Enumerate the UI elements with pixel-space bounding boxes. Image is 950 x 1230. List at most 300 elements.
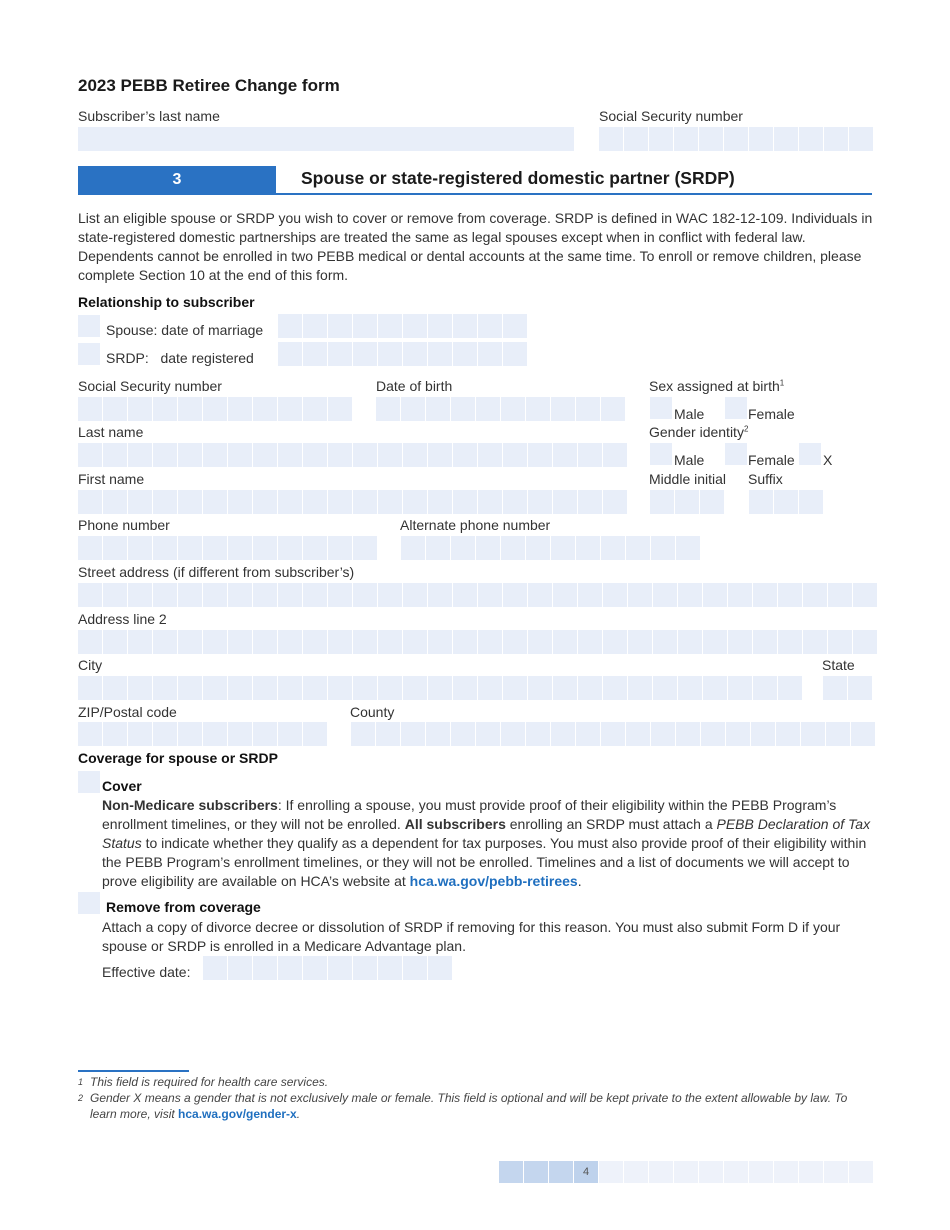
char-box[interactable] bbox=[128, 583, 152, 607]
char-box[interactable] bbox=[103, 583, 127, 607]
char-box[interactable] bbox=[476, 722, 500, 746]
char-box[interactable] bbox=[78, 490, 102, 514]
char-box[interactable] bbox=[253, 490, 277, 514]
char-box[interactable] bbox=[453, 314, 477, 338]
char-box[interactable] bbox=[328, 342, 352, 366]
char-box[interactable] bbox=[626, 722, 650, 746]
char-box[interactable] bbox=[653, 676, 677, 700]
char-box[interactable] bbox=[401, 722, 425, 746]
char-box[interactable] bbox=[501, 722, 525, 746]
char-box[interactable] bbox=[428, 490, 452, 514]
char-box[interactable] bbox=[353, 490, 377, 514]
char-box[interactable] bbox=[853, 583, 877, 607]
char-box[interactable] bbox=[253, 956, 277, 980]
char-box[interactable] bbox=[426, 536, 450, 560]
char-box[interactable] bbox=[178, 536, 202, 560]
char-box[interactable] bbox=[153, 536, 177, 560]
char-box[interactable] bbox=[178, 583, 202, 607]
char-box[interactable] bbox=[626, 536, 650, 560]
char-box[interactable] bbox=[253, 583, 277, 607]
gender-x-link[interactable]: hca.wa.gov/gender-x bbox=[178, 1107, 297, 1121]
char-box[interactable] bbox=[749, 127, 773, 151]
char-box[interactable] bbox=[674, 127, 698, 151]
char-box[interactable] bbox=[803, 630, 827, 654]
char-box[interactable] bbox=[649, 127, 673, 151]
char-box[interactable] bbox=[178, 630, 202, 654]
char-box[interactable] bbox=[451, 536, 475, 560]
char-box[interactable] bbox=[426, 397, 450, 421]
char-box[interactable] bbox=[378, 490, 402, 514]
char-box[interactable] bbox=[78, 443, 102, 467]
char-box[interactable] bbox=[478, 583, 502, 607]
char-box[interactable] bbox=[599, 127, 623, 151]
char-box[interactable] bbox=[653, 630, 677, 654]
char-box[interactable] bbox=[203, 536, 227, 560]
char-box[interactable] bbox=[228, 397, 252, 421]
char-box[interactable] bbox=[628, 630, 652, 654]
char-box[interactable] bbox=[751, 722, 775, 746]
char-box[interactable] bbox=[576, 397, 600, 421]
char-box[interactable] bbox=[503, 443, 527, 467]
char-box[interactable] bbox=[303, 314, 327, 338]
char-box[interactable] bbox=[303, 583, 327, 607]
char-box[interactable] bbox=[528, 583, 552, 607]
char-box[interactable] bbox=[303, 443, 327, 467]
char-box[interactable] bbox=[353, 583, 377, 607]
city-field[interactable] bbox=[78, 676, 802, 700]
char-box[interactable] bbox=[853, 630, 877, 654]
char-box[interactable] bbox=[553, 490, 577, 514]
subscriber-last-name-field[interactable] bbox=[78, 127, 574, 151]
char-box[interactable] bbox=[426, 722, 450, 746]
char-box[interactable] bbox=[778, 676, 802, 700]
char-box[interactable] bbox=[503, 630, 527, 654]
char-box[interactable] bbox=[228, 956, 252, 980]
char-box[interactable] bbox=[128, 722, 152, 746]
char-box[interactable] bbox=[526, 397, 550, 421]
char-box[interactable] bbox=[799, 490, 823, 514]
ssn-field[interactable] bbox=[78, 397, 352, 421]
char-box[interactable] bbox=[278, 490, 302, 514]
char-box[interactable] bbox=[628, 583, 652, 607]
char-box[interactable] bbox=[353, 536, 377, 560]
dob-field[interactable] bbox=[376, 397, 625, 421]
char-box[interactable] bbox=[749, 490, 773, 514]
char-box[interactable] bbox=[253, 722, 277, 746]
char-box[interactable] bbox=[328, 630, 352, 654]
char-box[interactable] bbox=[428, 583, 452, 607]
char-box[interactable] bbox=[476, 397, 500, 421]
char-box[interactable] bbox=[228, 676, 252, 700]
char-box[interactable] bbox=[753, 676, 777, 700]
char-box[interactable] bbox=[228, 583, 252, 607]
char-box[interactable] bbox=[376, 397, 400, 421]
char-box[interactable] bbox=[678, 630, 702, 654]
char-box[interactable] bbox=[203, 956, 227, 980]
char-box[interactable] bbox=[578, 630, 602, 654]
char-box[interactable] bbox=[603, 676, 627, 700]
remove-checkbox[interactable] bbox=[78, 892, 100, 914]
char-box[interactable] bbox=[278, 397, 302, 421]
char-box[interactable] bbox=[553, 443, 577, 467]
gender-x-checkbox[interactable] bbox=[799, 443, 821, 465]
char-box[interactable] bbox=[228, 490, 252, 514]
char-box[interactable] bbox=[203, 676, 227, 700]
char-box[interactable] bbox=[453, 676, 477, 700]
char-box[interactable] bbox=[278, 342, 302, 366]
char-box[interactable] bbox=[278, 722, 302, 746]
char-box[interactable] bbox=[778, 583, 802, 607]
char-box[interactable] bbox=[551, 536, 575, 560]
char-box[interactable] bbox=[478, 676, 502, 700]
char-box[interactable] bbox=[428, 443, 452, 467]
char-box[interactable] bbox=[228, 536, 252, 560]
char-box[interactable] bbox=[128, 676, 152, 700]
char-box[interactable] bbox=[624, 127, 648, 151]
char-box[interactable] bbox=[278, 676, 302, 700]
char-box[interactable] bbox=[328, 583, 352, 607]
char-box[interactable] bbox=[153, 676, 177, 700]
char-box[interactable] bbox=[428, 314, 452, 338]
marriage-date-field[interactable] bbox=[278, 314, 527, 338]
char-box[interactable] bbox=[328, 536, 352, 560]
char-box[interactable] bbox=[78, 536, 102, 560]
char-box[interactable] bbox=[403, 676, 427, 700]
char-box[interactable] bbox=[303, 397, 327, 421]
char-box[interactable] bbox=[603, 583, 627, 607]
char-box[interactable] bbox=[278, 536, 302, 560]
char-box[interactable] bbox=[128, 397, 152, 421]
char-box[interactable] bbox=[328, 443, 352, 467]
char-box[interactable] bbox=[103, 490, 127, 514]
char-box[interactable] bbox=[153, 397, 177, 421]
char-box[interactable] bbox=[653, 583, 677, 607]
char-box[interactable] bbox=[178, 676, 202, 700]
subscriber-ssn-field[interactable] bbox=[599, 127, 873, 151]
char-box[interactable] bbox=[378, 314, 402, 338]
zip-field[interactable] bbox=[78, 722, 327, 746]
char-box[interactable] bbox=[328, 676, 352, 700]
char-box[interactable] bbox=[303, 956, 327, 980]
char-box[interactable] bbox=[278, 956, 302, 980]
char-box[interactable] bbox=[728, 583, 752, 607]
char-box[interactable] bbox=[253, 630, 277, 654]
char-box[interactable] bbox=[328, 397, 352, 421]
srdp-checkbox[interactable] bbox=[78, 343, 100, 365]
char-box[interactable] bbox=[253, 443, 277, 467]
char-box[interactable] bbox=[228, 443, 252, 467]
char-box[interactable] bbox=[453, 342, 477, 366]
char-box[interactable] bbox=[178, 443, 202, 467]
footnote-1-marker: 1 bbox=[78, 1077, 84, 1087]
char-box[interactable] bbox=[328, 956, 352, 980]
char-box[interactable] bbox=[278, 583, 302, 607]
char-box[interactable] bbox=[376, 722, 400, 746]
page-strip-cell bbox=[774, 1161, 798, 1183]
char-box[interactable] bbox=[774, 490, 798, 514]
char-box[interactable] bbox=[253, 676, 277, 700]
char-box[interactable] bbox=[303, 342, 327, 366]
state-field[interactable] bbox=[823, 676, 872, 700]
char-box[interactable] bbox=[828, 583, 852, 607]
cover-checkbox[interactable] bbox=[78, 771, 100, 793]
char-box[interactable] bbox=[528, 630, 552, 654]
last-name-field[interactable] bbox=[78, 443, 627, 467]
char-box[interactable] bbox=[403, 956, 427, 980]
char-box[interactable] bbox=[675, 490, 699, 514]
char-box[interactable] bbox=[753, 630, 777, 654]
char-box[interactable] bbox=[703, 630, 727, 654]
char-box[interactable] bbox=[451, 397, 475, 421]
char-box[interactable] bbox=[328, 314, 352, 338]
char-box[interactable] bbox=[553, 676, 577, 700]
char-box[interactable] bbox=[603, 443, 627, 467]
char-box[interactable] bbox=[403, 314, 427, 338]
char-box[interactable] bbox=[378, 630, 402, 654]
char-box[interactable] bbox=[774, 127, 798, 151]
char-box[interactable] bbox=[178, 722, 202, 746]
char-box[interactable] bbox=[401, 397, 425, 421]
char-box[interactable] bbox=[353, 676, 377, 700]
char-box[interactable] bbox=[103, 536, 127, 560]
char-box[interactable] bbox=[303, 722, 327, 746]
char-box[interactable] bbox=[403, 443, 427, 467]
char-box[interactable] bbox=[103, 676, 127, 700]
char-box[interactable] bbox=[476, 536, 500, 560]
suffix-field[interactable] bbox=[749, 490, 823, 514]
char-box[interactable] bbox=[848, 676, 872, 700]
char-box[interactable] bbox=[578, 443, 602, 467]
char-box[interactable] bbox=[776, 722, 800, 746]
char-box[interactable] bbox=[676, 536, 700, 560]
char-box[interactable] bbox=[303, 630, 327, 654]
char-box[interactable] bbox=[403, 583, 427, 607]
char-box[interactable] bbox=[278, 314, 302, 338]
char-box[interactable] bbox=[678, 676, 702, 700]
char-box[interactable] bbox=[153, 490, 177, 514]
char-box[interactable] bbox=[228, 630, 252, 654]
char-box[interactable] bbox=[78, 630, 102, 654]
dob-label: Date of birth bbox=[376, 378, 453, 394]
char-box[interactable] bbox=[824, 127, 848, 151]
char-box[interactable] bbox=[578, 490, 602, 514]
char-box[interactable] bbox=[78, 397, 102, 421]
char-box[interactable] bbox=[478, 630, 502, 654]
pebb-retirees-link[interactable]: hca.wa.gov/pebb-retirees bbox=[409, 873, 578, 889]
char-box[interactable] bbox=[428, 956, 452, 980]
gender-female-checkbox[interactable] bbox=[725, 443, 747, 465]
char-box[interactable] bbox=[503, 583, 527, 607]
char-box[interactable] bbox=[528, 443, 552, 467]
char-box[interactable] bbox=[128, 490, 152, 514]
sex-female-checkbox[interactable] bbox=[725, 397, 747, 419]
section-title: Spouse or state-registered domestic partner (SRDP) bbox=[301, 168, 735, 188]
spouse-checkbox[interactable] bbox=[78, 315, 100, 337]
char-box[interactable] bbox=[403, 630, 427, 654]
char-box[interactable] bbox=[351, 722, 375, 746]
char-box[interactable] bbox=[378, 342, 402, 366]
char-box[interactable] bbox=[601, 536, 625, 560]
char-box[interactable] bbox=[578, 676, 602, 700]
char-box[interactable] bbox=[503, 676, 527, 700]
char-box[interactable] bbox=[128, 536, 152, 560]
char-box[interactable] bbox=[701, 722, 725, 746]
char-box[interactable] bbox=[501, 397, 525, 421]
char-box[interactable] bbox=[651, 536, 675, 560]
char-box[interactable] bbox=[178, 490, 202, 514]
char-box[interactable] bbox=[278, 630, 302, 654]
char-box[interactable] bbox=[128, 443, 152, 467]
char-box[interactable] bbox=[503, 314, 527, 338]
last-name-label: Last name bbox=[78, 424, 144, 440]
char-box[interactable] bbox=[403, 342, 427, 366]
char-box[interactable] bbox=[551, 722, 575, 746]
char-box[interactable] bbox=[478, 342, 502, 366]
char-box[interactable] bbox=[278, 443, 302, 467]
city-label: City bbox=[78, 657, 103, 673]
char-box[interactable] bbox=[826, 722, 850, 746]
char-box[interactable] bbox=[849, 127, 873, 151]
char-box[interactable] bbox=[503, 490, 527, 514]
char-box[interactable] bbox=[403, 490, 427, 514]
char-box[interactable] bbox=[153, 630, 177, 654]
char-box[interactable] bbox=[303, 490, 327, 514]
char-box[interactable] bbox=[526, 536, 550, 560]
char-box[interactable] bbox=[526, 722, 550, 746]
gender-male-checkbox[interactable] bbox=[650, 443, 672, 465]
char-box[interactable] bbox=[801, 722, 825, 746]
char-box[interactable] bbox=[726, 722, 750, 746]
char-box[interactable] bbox=[851, 722, 875, 746]
char-box[interactable] bbox=[303, 536, 327, 560]
char-box[interactable] bbox=[428, 630, 452, 654]
char-box[interactable] bbox=[453, 630, 477, 654]
char-box[interactable] bbox=[700, 490, 724, 514]
char-box[interactable] bbox=[428, 342, 452, 366]
char-box[interactable] bbox=[553, 583, 577, 607]
char-box[interactable] bbox=[676, 722, 700, 746]
char-box[interactable] bbox=[601, 722, 625, 746]
subscriber-last-name-label: Subscriber’s last name bbox=[78, 108, 220, 124]
middle-initial-field[interactable] bbox=[650, 490, 724, 514]
char-box[interactable] bbox=[178, 397, 202, 421]
char-box[interactable] bbox=[203, 397, 227, 421]
char-box[interactable] bbox=[576, 722, 600, 746]
char-box[interactable] bbox=[103, 397, 127, 421]
char-box[interactable] bbox=[203, 583, 227, 607]
char-box[interactable] bbox=[478, 314, 502, 338]
char-box[interactable] bbox=[578, 583, 602, 607]
char-box[interactable] bbox=[678, 583, 702, 607]
char-box[interactable] bbox=[601, 397, 625, 421]
char-box[interactable] bbox=[803, 583, 827, 607]
char-box[interactable] bbox=[703, 583, 727, 607]
char-box[interactable] bbox=[603, 630, 627, 654]
char-box[interactable] bbox=[478, 490, 502, 514]
char-box[interactable] bbox=[378, 443, 402, 467]
char-box[interactable] bbox=[724, 127, 748, 151]
char-box[interactable] bbox=[328, 490, 352, 514]
char-box[interactable] bbox=[378, 956, 402, 980]
sex-male-checkbox[interactable] bbox=[650, 397, 672, 419]
char-box[interactable] bbox=[728, 676, 752, 700]
char-box[interactable] bbox=[378, 583, 402, 607]
char-box[interactable] bbox=[651, 722, 675, 746]
char-box[interactable] bbox=[703, 676, 727, 700]
char-box[interactable] bbox=[253, 536, 277, 560]
char-box[interactable] bbox=[828, 630, 852, 654]
char-box[interactable] bbox=[253, 397, 277, 421]
char-box[interactable] bbox=[203, 630, 227, 654]
effective-date-field[interactable] bbox=[203, 956, 452, 980]
char-box[interactable] bbox=[528, 490, 552, 514]
char-box[interactable] bbox=[203, 722, 227, 746]
char-box[interactable] bbox=[823, 676, 847, 700]
char-box[interactable] bbox=[103, 722, 127, 746]
char-box[interactable] bbox=[453, 583, 477, 607]
char-box[interactable] bbox=[553, 630, 577, 654]
county-field[interactable] bbox=[351, 722, 875, 746]
char-box[interactable] bbox=[576, 536, 600, 560]
char-box[interactable] bbox=[353, 443, 377, 467]
char-box[interactable] bbox=[228, 722, 252, 746]
char-box[interactable] bbox=[78, 722, 102, 746]
address2-field[interactable] bbox=[78, 630, 877, 654]
char-box[interactable] bbox=[78, 676, 102, 700]
char-box[interactable] bbox=[528, 676, 552, 700]
char-box[interactable] bbox=[78, 583, 102, 607]
char-box[interactable] bbox=[401, 536, 425, 560]
char-box[interactable] bbox=[103, 443, 127, 467]
street-field[interactable] bbox=[78, 583, 877, 607]
char-box[interactable] bbox=[128, 630, 152, 654]
char-box[interactable] bbox=[153, 583, 177, 607]
char-box[interactable] bbox=[353, 630, 377, 654]
char-box[interactable] bbox=[153, 443, 177, 467]
char-box[interactable] bbox=[503, 342, 527, 366]
char-box[interactable] bbox=[353, 956, 377, 980]
char-box[interactable] bbox=[551, 397, 575, 421]
char-box[interactable] bbox=[453, 443, 477, 467]
char-box[interactable] bbox=[203, 490, 227, 514]
char-box[interactable] bbox=[501, 536, 525, 560]
char-box[interactable] bbox=[153, 722, 177, 746]
registered-date-field[interactable] bbox=[278, 342, 527, 366]
char-box[interactable] bbox=[203, 443, 227, 467]
alt-phone-field[interactable] bbox=[401, 536, 700, 560]
first-name-field[interactable] bbox=[78, 490, 627, 514]
char-box[interactable] bbox=[799, 127, 823, 151]
char-box[interactable] bbox=[478, 443, 502, 467]
char-box[interactable] bbox=[451, 722, 475, 746]
char-box[interactable] bbox=[603, 490, 627, 514]
char-box[interactable] bbox=[353, 342, 377, 366]
char-box[interactable] bbox=[378, 676, 402, 700]
page-strip-cell bbox=[499, 1161, 523, 1183]
char-box[interactable] bbox=[453, 490, 477, 514]
char-box[interactable] bbox=[353, 314, 377, 338]
char-box[interactable] bbox=[628, 676, 652, 700]
char-box[interactable] bbox=[728, 630, 752, 654]
char-box[interactable] bbox=[103, 630, 127, 654]
char-box[interactable] bbox=[699, 127, 723, 151]
char-box[interactable] bbox=[303, 676, 327, 700]
char-box[interactable] bbox=[428, 676, 452, 700]
char-box[interactable] bbox=[753, 583, 777, 607]
char-box[interactable] bbox=[778, 630, 802, 654]
phone-field[interactable] bbox=[78, 536, 377, 560]
char-box[interactable] bbox=[650, 490, 674, 514]
